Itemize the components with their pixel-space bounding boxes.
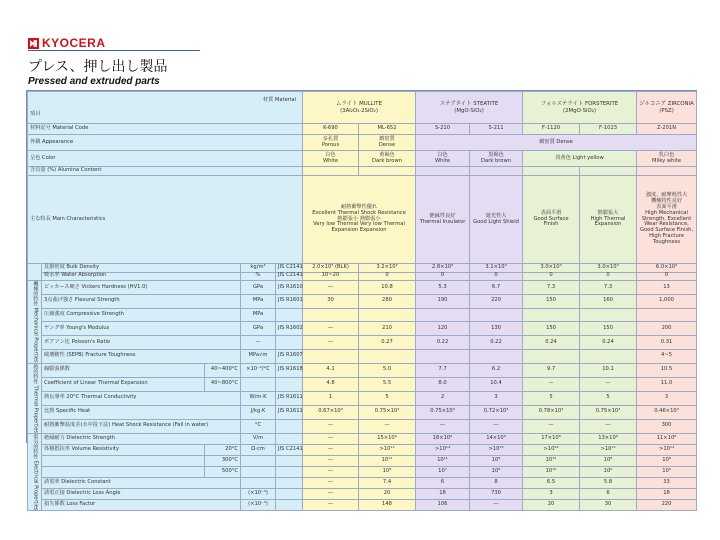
code-cell: K-690 — [303, 124, 359, 135]
color-en: Dark brown — [372, 157, 402, 164]
appearance-dense-cell: 緻密質 Dense — [416, 135, 697, 151]
property-standard — [276, 467, 303, 478]
property-unit: GPa — [241, 281, 276, 295]
property-label: Coefficient of Linear Thermal Expansion — [42, 377, 205, 391]
color-jp: 黒褐色 — [488, 151, 504, 158]
property-unit: W/m·K — [241, 391, 276, 405]
property-value: 10⁷ — [416, 467, 470, 478]
property-value: 20 — [523, 500, 580, 511]
property-value: — — [470, 500, 523, 511]
property-value: 30 — [303, 294, 359, 308]
material-mullite — [303, 92, 416, 124]
property-value: >10¹⁴ — [523, 444, 580, 455]
property-label: 絶縁耐力 Dielectric Strength — [42, 433, 241, 444]
property-unit: MPa√m — [241, 350, 276, 364]
property-value: 300 — [637, 419, 697, 433]
property-unit — [241, 467, 276, 478]
property-value: 4~5 — [637, 350, 697, 364]
property-row — [28, 455, 697, 466]
property-value: 5 — [523, 391, 580, 405]
material-steatite — [416, 92, 523, 124]
property-standard — [276, 478, 303, 489]
property-value: 3 — [523, 489, 580, 500]
appearance-label: 外観 Appearance — [28, 135, 303, 151]
property-group-label: 機械的特性 Mechanical Properties — [28, 281, 42, 364]
characteristics-mullite: 耐熱衝撃性優れ Excellent Thermal Shock Resistance 熱膨張小 熱膨張小 Very low Thermal Very low Thermal Expansion Expansion — [303, 176, 416, 264]
code-cell: S-210 — [416, 124, 470, 135]
property-value: 0.24 — [580, 336, 637, 350]
property-value: 160 — [580, 294, 637, 308]
color-cell — [303, 151, 359, 167]
property-value: 10¹¹ — [359, 455, 416, 466]
page-title-jp: プレス、押し出し製品 — [28, 59, 168, 75]
color-cell — [637, 151, 697, 167]
property-value — [359, 308, 416, 322]
property-row — [28, 433, 697, 444]
color-en: White — [434, 157, 451, 164]
property-label: 誘電正接 Dielectric Loss Angle — [42, 489, 241, 500]
property-standard: JIS R1611 — [276, 405, 303, 419]
property-value: 10⁶ — [637, 467, 697, 478]
property-label — [42, 455, 205, 466]
property-value: 7.4 — [359, 478, 416, 489]
property-value: 11.0 — [637, 377, 697, 391]
property-value: — — [303, 336, 359, 350]
property-value: >10¹⁴ — [416, 444, 470, 455]
property-label: ビッカース硬さ Vickers Hardness (HV1.0) — [42, 281, 241, 295]
property-label: 体積抵抗率 Volume Resistivity — [42, 444, 205, 455]
property-condition: 300°C — [205, 455, 241, 466]
property-value: 3.0×10³ — [523, 264, 580, 273]
property-standard: JIS R1610 — [276, 281, 303, 295]
property-value — [470, 308, 523, 322]
property-value — [416, 350, 470, 364]
property-value: 730 — [470, 489, 523, 500]
property-value: 150 — [523, 294, 580, 308]
property-row — [28, 281, 697, 295]
item-header: 項目 — [30, 110, 41, 117]
property-value: 3 — [637, 391, 697, 405]
property-unit: °C — [241, 419, 276, 433]
property-value: 220 — [470, 294, 523, 308]
property-label: 誘電率 Dielectric Constant — [42, 478, 241, 489]
color-cell — [416, 151, 470, 167]
property-value: 0.75×10³ — [359, 405, 416, 419]
appearance-en: Dense — [378, 141, 396, 148]
property-condition: 40~400°C — [205, 363, 241, 377]
property-value: 10¹¹ — [416, 455, 470, 466]
property-value: 8 — [470, 478, 523, 489]
property-value: 9.7 — [523, 363, 580, 377]
property-row — [28, 377, 697, 391]
material-formula: (2MgO·SiO₂) — [563, 107, 597, 114]
property-value: 0.46×10³ — [637, 405, 697, 419]
material-zirconia — [637, 92, 697, 124]
property-value: — — [303, 489, 359, 500]
property-value: 18 — [637, 489, 697, 500]
property-row — [28, 478, 697, 489]
property-value: 10⁸ — [580, 455, 637, 466]
property-value — [470, 350, 523, 364]
property-value: 0.75×10³ — [580, 405, 637, 419]
property-value: 148 — [359, 500, 416, 511]
property-value: 106 — [416, 500, 470, 511]
property-value: 210 — [359, 322, 416, 336]
property-value: 7.7 — [416, 363, 470, 377]
property-value — [359, 350, 416, 364]
property-value: — — [470, 419, 523, 433]
property-group-label: 熱的特性 Thermal Properties — [28, 363, 42, 433]
property-value: 10.8 — [359, 281, 416, 295]
property-value — [637, 308, 697, 322]
property-value: 4.8 — [303, 377, 359, 391]
appearance-cell — [303, 135, 359, 151]
appearance-en: Porous — [321, 141, 340, 148]
property-value: 3.2×10³ — [359, 264, 416, 273]
property-value: 5 — [580, 391, 637, 405]
alumina-label: 含有量 (%) Alumina Content — [28, 167, 303, 176]
property-value: 190 — [416, 294, 470, 308]
property-row — [28, 489, 697, 500]
color-en: Milky white — [651, 157, 682, 164]
property-row — [28, 308, 697, 322]
material-formula: (MgO·SiO₂) — [454, 107, 484, 114]
property-value: >10¹⁴ — [359, 444, 416, 455]
property-value: 6.0×10³ — [637, 264, 697, 273]
property-value: 150 — [580, 322, 637, 336]
property-value: 6 — [580, 489, 637, 500]
property-value: 6.5 — [523, 478, 580, 489]
property-value: 10.4 — [470, 377, 523, 391]
property-value: 7.3 — [580, 281, 637, 295]
material-formula: (3Al₂O₃·2SiO₂) — [340, 107, 378, 114]
property-standard: JIS R1607 — [276, 350, 303, 364]
property-unit — [241, 377, 276, 391]
property-value: 1,000 — [637, 294, 697, 308]
property-value — [523, 308, 580, 322]
property-value: — — [303, 444, 359, 455]
property-row — [28, 500, 697, 511]
property-value: >10¹⁴ — [580, 444, 637, 455]
property-value: 0.22 — [416, 336, 470, 350]
property-value: — — [523, 377, 580, 391]
property-value: 0 — [580, 272, 637, 281]
property-condition: 20°C — [205, 444, 241, 455]
property-label: 圧縮強度 Compressive Strength — [42, 308, 241, 322]
property-label — [42, 467, 205, 478]
property-value: — — [303, 478, 359, 489]
property-value: 20 — [359, 489, 416, 500]
property-unit: V/m — [241, 433, 276, 444]
property-row — [28, 467, 697, 478]
property-value: 6.2 — [470, 363, 523, 377]
property-standard — [276, 419, 303, 433]
property-row — [28, 350, 697, 364]
property-row — [28, 363, 697, 377]
color-cell — [470, 151, 523, 167]
property-value: 0.67×10³ — [303, 405, 359, 419]
property-value: 11×10⁶ — [637, 433, 697, 444]
material-name: フォルステライト FORSTERITE — [540, 101, 619, 108]
property-unit: Ω·cm — [241, 444, 276, 455]
property-value: 220 — [637, 500, 697, 511]
characteristics-forsterite-b: 熱膨張大 High Thermal Expansion — [580, 176, 637, 264]
property-value: 2.8×10³ — [416, 264, 470, 273]
property-value: 5 — [359, 391, 416, 405]
title-rule — [28, 50, 200, 51]
property-value: — — [580, 419, 637, 433]
property-value — [523, 350, 580, 364]
property-value: 10¹⁰ — [523, 467, 580, 478]
property-value: 0 — [416, 272, 470, 281]
property-value: 13×10⁶ — [580, 433, 637, 444]
property-value: >10¹⁴ — [470, 444, 523, 455]
property-value: 6.7 — [470, 281, 523, 295]
property-value: 33 — [637, 478, 697, 489]
properties-table — [27, 91, 697, 511]
material-name: ステアタイト STEATITE — [439, 101, 499, 108]
property-value: 2.0×10³ (BLK) — [303, 264, 359, 273]
property-value: 17×10⁶ — [523, 433, 580, 444]
property-value: 0 — [523, 272, 580, 281]
property-value: 10⁹ — [470, 455, 523, 466]
property-group-label: 電気的特性 Electrical Properties — [28, 433, 42, 510]
property-standard: JIS C2141 — [276, 444, 303, 455]
property-value: >10¹⁴ — [637, 444, 697, 455]
appearance-cell — [359, 135, 416, 151]
property-label: 熱伝導率 20°C Thermal Conductivity — [42, 391, 241, 405]
property-value: 5.3 — [416, 281, 470, 295]
property-value: — — [303, 467, 359, 478]
property-value: — — [303, 433, 359, 444]
color-jp: 白色 — [437, 151, 448, 158]
property-row — [28, 336, 697, 350]
color-cell — [359, 151, 416, 167]
property-standard — [276, 336, 303, 350]
property-value: 10⁸ — [359, 467, 416, 478]
material-forsterite — [523, 92, 637, 124]
property-value: — — [580, 377, 637, 391]
property-value: 10~20 — [303, 272, 359, 281]
property-unit: % — [241, 272, 276, 281]
characteristics-steatite-a: 絶縁性良好 Thermal Insulator — [416, 176, 470, 264]
color-en: White — [322, 157, 339, 164]
property-standard — [276, 308, 303, 322]
property-value: 0 — [470, 272, 523, 281]
property-value: 3 — [470, 391, 523, 405]
property-value: 8.0 — [416, 377, 470, 391]
property-label: 損失係数 Loss Factor — [42, 500, 241, 511]
property-label: 耐熱衝撃温度差(水中投下法) Heat Shock Resistance (Fall in water) — [42, 419, 241, 433]
property-unit: — — [241, 336, 276, 350]
property-value: 10.5 — [637, 363, 697, 377]
property-unit: MPa — [241, 294, 276, 308]
material-name: ムライト MULLITE — [336, 101, 383, 108]
color-cell: 淡黄色 Light yellow — [523, 151, 637, 167]
property-value: 150 — [523, 322, 580, 336]
property-value: 0.72×10³ — [470, 405, 523, 419]
property-value: — — [303, 281, 359, 295]
property-label: 3点曲げ強さ Flexural Strength — [42, 294, 241, 308]
property-value: 7.3 — [523, 281, 580, 295]
property-value: 18×10⁶ — [416, 433, 470, 444]
property-value: — — [416, 419, 470, 433]
property-standard — [276, 377, 303, 391]
property-condition: 40~800°C — [205, 377, 241, 391]
property-row — [28, 264, 697, 273]
appearance-jp: 緻密質 — [379, 135, 395, 142]
property-value: 5.0 — [359, 363, 416, 377]
property-value: 1 — [303, 391, 359, 405]
characteristics-steatite-b: 遮光性大 Good Light Shield — [470, 176, 523, 264]
property-value: 13 — [637, 281, 697, 295]
code-cell: S-211 — [470, 124, 523, 135]
properties-body — [28, 264, 697, 511]
code-cell: F-1120 — [523, 124, 580, 135]
code-cell: ML-652 — [359, 124, 416, 135]
property-value: 10⁸ — [470, 467, 523, 478]
property-unit: J/kg·K — [241, 405, 276, 419]
property-label: 比熱 Specific Heat — [42, 405, 241, 419]
property-value: 0.27 — [359, 336, 416, 350]
property-value: — — [303, 322, 359, 336]
property-standard: JIS R1602 — [276, 322, 303, 336]
property-value: 0 — [359, 272, 416, 281]
property-standard — [276, 433, 303, 444]
property-standard: JIS R1601 — [276, 294, 303, 308]
property-standard — [276, 455, 303, 466]
property-group-label — [28, 264, 42, 281]
property-value — [580, 308, 637, 322]
property-value: 0.31 — [637, 336, 697, 350]
property-value — [303, 308, 359, 322]
property-value: — — [303, 500, 359, 511]
property-label: 見掛密度 Bulk Density — [42, 264, 241, 273]
color-label: 呈色 Color — [28, 151, 303, 167]
property-value: 10.1 — [580, 363, 637, 377]
property-row — [28, 322, 697, 336]
characteristics-forsterite-a: 表面平滑 Good Surface Finish — [523, 176, 580, 264]
property-value: 30 — [580, 500, 637, 511]
property-label: ポアソン比 Poisson's Ratio — [42, 336, 241, 350]
property-value: 280 — [359, 294, 416, 308]
brand-name: KYOCERA — [42, 36, 106, 50]
property-standard: JIS R1618 — [276, 363, 303, 377]
property-row — [28, 272, 697, 281]
property-row — [28, 391, 697, 405]
property-value: 0 — [637, 272, 697, 281]
property-label: 吸水率 Water Absorption — [42, 272, 241, 281]
color-jp: 黄褐色 — [379, 151, 395, 158]
kyocera-mark-icon — [28, 38, 39, 49]
property-value: 5.5 — [359, 377, 416, 391]
property-value: 14×10⁶ — [470, 433, 523, 444]
property-unit: (×10⁻⁴) — [241, 500, 276, 511]
property-value: — — [359, 419, 416, 433]
property-unit: MPa — [241, 308, 276, 322]
property-value: — — [303, 455, 359, 466]
property-row — [28, 294, 697, 308]
property-value: 130 — [470, 322, 523, 336]
property-value: 120 — [416, 322, 470, 336]
property-row — [28, 419, 697, 433]
property-row — [28, 444, 697, 455]
material-formula: (PSZ) — [659, 107, 674, 114]
property-value: 10⁸ — [637, 455, 697, 466]
property-standard — [276, 489, 303, 500]
properties-table-sheet — [26, 90, 697, 511]
code-cell: Z-201N — [637, 124, 697, 135]
property-label: 破壊靭性 (SEPB) Fracture Toughness — [42, 350, 241, 364]
property-unit: kg/m³ — [241, 264, 276, 273]
code-label: 材料記号 Material Code — [28, 124, 303, 135]
property-standard: JIS C2141 — [276, 272, 303, 281]
property-value: 5.8 — [580, 478, 637, 489]
property-value: 0.24 — [523, 336, 580, 350]
property-unit — [241, 478, 276, 489]
property-condition: 500°C — [205, 467, 241, 478]
appearance-jp: 多孔質 — [322, 135, 339, 142]
property-value: 200 — [637, 322, 697, 336]
property-value: — — [523, 419, 580, 433]
property-value: 10⁶ — [580, 467, 637, 478]
color-jp: 白色 — [325, 151, 336, 158]
property-value — [303, 350, 359, 364]
color-en: Dark brown — [481, 157, 511, 164]
header-item-cell — [28, 92, 303, 124]
kyocera-logo — [28, 36, 106, 50]
property-label: 線膨張係数 — [42, 363, 205, 377]
property-value: 2 — [416, 391, 470, 405]
property-value: 18 — [416, 489, 470, 500]
property-standard: JIS R1611 — [276, 391, 303, 405]
property-label: ヤング率 Young's Modulus — [42, 322, 241, 336]
property-value: 4.1 — [303, 363, 359, 377]
characteristics-zirconia: 強度、耐摩耗性大 機械特性良好 表面平滑 High Mechanical Strength, Excellent Wear Resistance, Good Surface Finish, High Fracture Toughness — [637, 176, 697, 264]
property-unit — [241, 455, 276, 466]
characteristics-label: 主な特長 Main Characteristics — [28, 176, 303, 264]
property-value: 10¹² — [523, 455, 580, 466]
property-row — [28, 405, 697, 419]
property-standard: JIS C2141 — [276, 264, 303, 273]
property-standard — [276, 500, 303, 511]
property-value: 6 — [416, 478, 470, 489]
property-value: 0.75×10³ — [416, 405, 470, 419]
property-value: — — [303, 419, 359, 433]
property-unit: ×10⁻⁶/°C — [241, 363, 276, 377]
property-value: 0.22 — [470, 336, 523, 350]
property-unit: GPa — [241, 322, 276, 336]
material-name: ジルコニア ZIRCONIA — [639, 101, 694, 108]
property-value: 0.78×10³ — [523, 405, 580, 419]
property-value: 3.0×10³ — [580, 264, 637, 273]
property-unit: (×10⁻⁴) — [241, 489, 276, 500]
property-value — [416, 308, 470, 322]
property-value: 3.1×10³ — [470, 264, 523, 273]
color-jp: 乳白色 — [658, 151, 675, 158]
property-value — [580, 350, 637, 364]
property-value: 15×10⁶ — [359, 433, 416, 444]
code-cell: F-1023 — [580, 124, 637, 135]
page-title-en: Pressed and extruded parts — [28, 76, 160, 87]
material-header: 材質 Material — [262, 96, 296, 103]
